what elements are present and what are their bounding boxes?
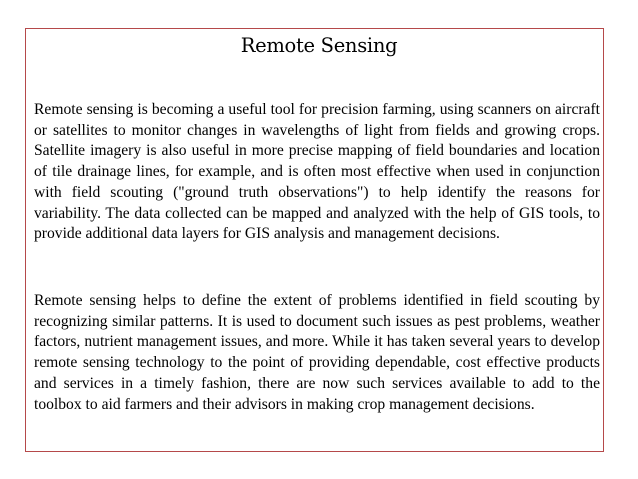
paragraph-remote-sensing-precision-farming: Remote sensing is becoming a useful tool for precision farming, using scanners on aircraft or satellites to monitor changes in wavelengths of light from fields and growing crops. Satellite imagery is also useful in more precise mapping of field boundaries and location of tile drainage lines, for example, and is often most effective when used in conjunction with field scouting ("ground truth observations") to help identify the reasons for variability. The data collected can be mapped and analyzed with the help of GIS tools, to provide additional data layers for GIS analysis and management decisions.	[34, 101, 600, 243]
paragraph-remote-sensing-field-scouting: Remote sensing helps to define the extent of problems identified in field scouting by recognizing similar patterns. It is used to document such issues as pest problems, weather factors, nutrient management issues, and more. While it has taken several years to develop remote sensing technology to the point of providing dependable, cost effective products and services in a timely fashion, there are now such services available to add to the toolbox to aid farmers and their advisors in making crop management decisions.	[34, 292, 600, 413]
slide-title: Remote Sensing	[240, 34, 398, 57]
